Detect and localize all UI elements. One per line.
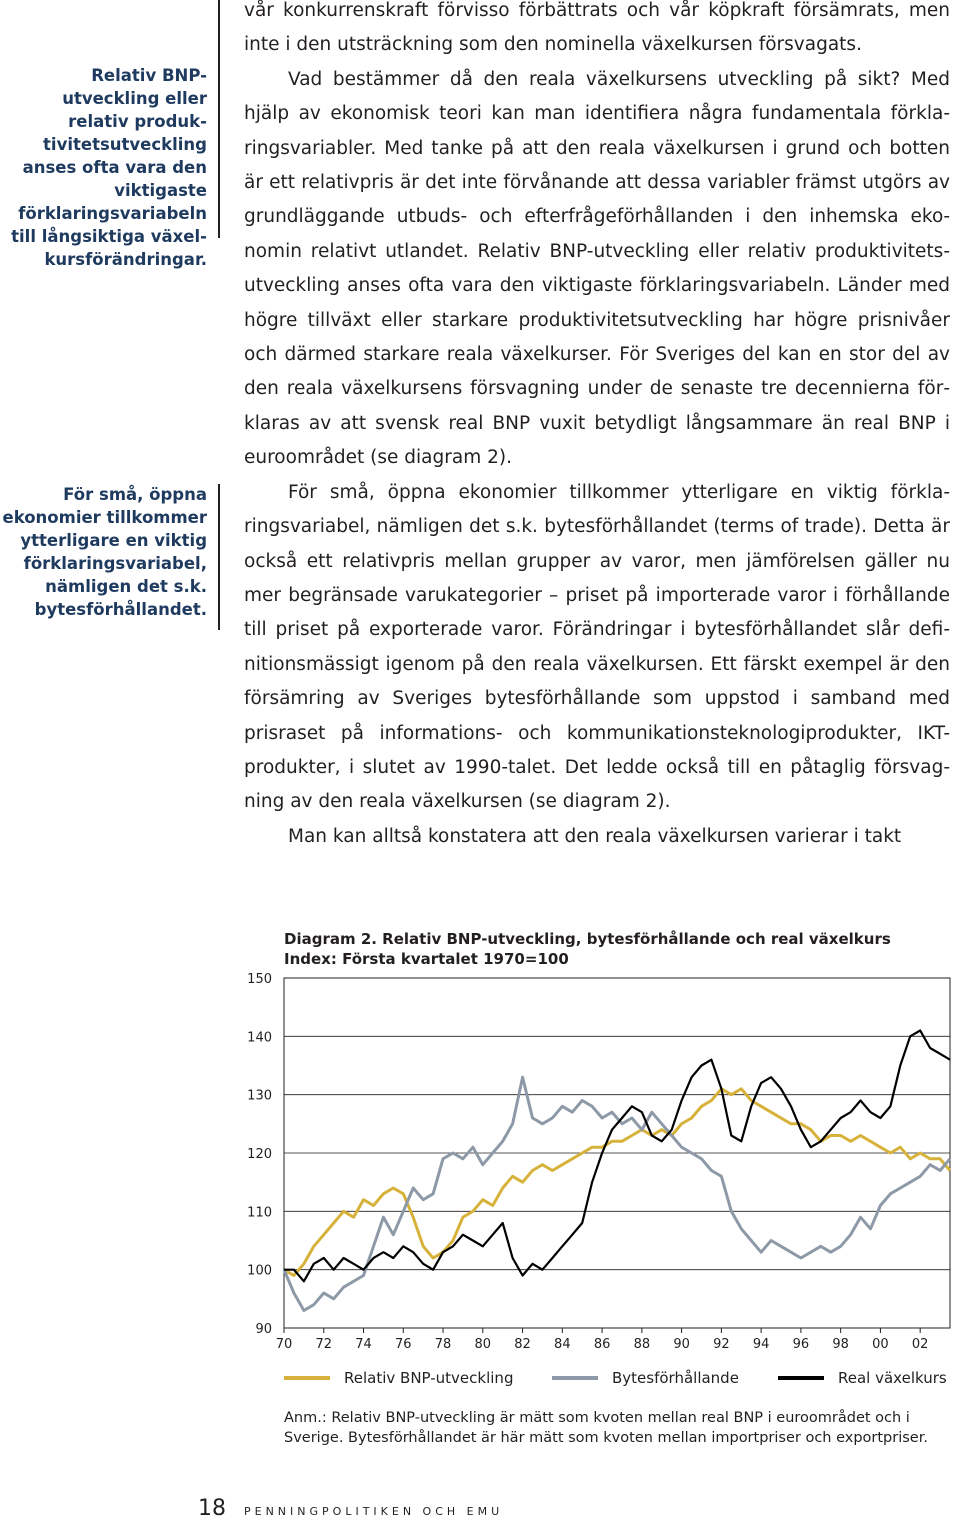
sidebar-note-terms-of-trade: För små, öppna ekonomier tillkommer ytterligare en viktig förklaringsvariabel, nämligen det s.k. bytesförhållandet. xyxy=(2,485,207,619)
x-tick-label: 84 xyxy=(554,1337,571,1352)
running-title: PENNINGPOLITIKEN OCH EMU xyxy=(244,1505,504,1518)
legend-label-gdp: Relativ BNP-utveckling xyxy=(344,1369,514,1387)
legend-item-gdp xyxy=(284,1369,513,1387)
paragraph-1: vår konkurrenskraft förvisso förbättrats och vår köpkraft försämrats, men inte i den utsträckning som den nominella växelkursen försvagats. xyxy=(244,0,950,56)
y-tick-label: 130 xyxy=(247,1088,272,1104)
x-tick-label: 74 xyxy=(355,1337,372,1352)
legend-item-real-exchange-rate xyxy=(778,1369,947,1387)
x-tick-label: 02 xyxy=(911,1337,929,1352)
x-tick-label: 92 xyxy=(713,1337,730,1352)
x-tick-label: 86 xyxy=(593,1337,611,1352)
paragraph-4: Man kan alltså konstatera att den reala växelkursen varierar i takt xyxy=(288,825,902,847)
x-tick-label: 88 xyxy=(633,1337,651,1352)
line-chart xyxy=(240,960,960,1360)
x-tick-label: 82 xyxy=(514,1337,531,1352)
x-tick-label: 70 xyxy=(275,1337,293,1352)
y-tick-label: 110 xyxy=(247,1205,272,1221)
legend-item-terms-of-trade xyxy=(552,1369,739,1387)
chart-note-text: : Relativ BNP-utveckling är mätt som kvoten mellan real BNP i euroområdet och i Sverige. Bytesförhållandet är här mätt som kvoten mellan importpriser och exportpriser. xyxy=(284,1410,928,1446)
chart-title-line1: Diagram 2. Relativ BNP-utveckling, bytesförhållande och real växelkurs xyxy=(284,930,891,948)
x-tick-label: 78 xyxy=(434,1337,452,1352)
x-tick-label: 96 xyxy=(792,1337,810,1352)
chart-note xyxy=(284,1408,944,1448)
chart-note-prefix: Anm. xyxy=(284,1410,322,1426)
y-tick-label: 120 xyxy=(247,1147,272,1162)
legend-swatch-terms-of-trade xyxy=(552,1376,598,1380)
page-number: 18 xyxy=(198,1496,226,1521)
main-text xyxy=(244,0,950,854)
legend-swatch-real-exchange-rate xyxy=(778,1376,824,1380)
sidebar-note-gdp: Relativ BNP-utveckling eller relativ produktivitetsutveckling anses ofta vara den viktigaste förklaringsvariabeln till långsiktiga växelkursförändringar. xyxy=(11,66,207,269)
paragraph-3: För små, öppna ekonomier tillkommer ytterligare en viktig förklaringsvariabel, nämligen det s.k. bytesförhållandet (terms of trade). Detta är också ett relativpris mellan grupper av varor, men jämförelsen gäller nu mer begränsade varukategorier – priset på importerade varor i förhållande till priset på exporterade varor. Förändringar i bytesförhållandet slår definitionsmässigt igenom på den reala växelkursen. Ett färskt exempel är den försämring av Sveriges bytesförhållande som uppstod i samband med prisraset på informations- och kommunikationsteknologiprodukter, IKT-produkter, i slutet av 1990-talet. Det ledde också till en påtaglig försvagning av den reala växelkursen (se diagram 2). xyxy=(244,481,950,813)
sidebar-rule-2 xyxy=(218,484,220,630)
y-tick-label: 100 xyxy=(247,1263,272,1279)
legend-label-terms-of-trade: Bytesförhållande xyxy=(612,1369,739,1387)
x-tick-label: 80 xyxy=(474,1337,492,1352)
x-tick-label: 00 xyxy=(872,1337,889,1352)
y-tick-label: 90 xyxy=(255,1322,272,1337)
y-tick-label: 140 xyxy=(247,1030,272,1046)
chart-title-line2: Index: Första kvartalet 1970=100 xyxy=(284,950,569,968)
sidebar-rule-1 xyxy=(218,0,220,238)
series-line-real-exchange-rate xyxy=(284,1031,950,1282)
chart-legend xyxy=(284,1369,954,1395)
x-tick-label: 76 xyxy=(395,1337,412,1352)
y-tick-label: 150 xyxy=(247,972,272,987)
paragraph-2: Vad bestämmer då den reala växelkursens utveckling på sikt? Med hjälp av ekonomisk teori kan man identifiera några fundamentala förklaringsvariabler. Med tanke på att den reala växelkursen i grund och botten är ett relativpris är det inte förvånande att dessa variabler främst utgörs av grundläggande utbuds- och efterfrågeförhållanden i den inhemska ekonomin relativt utlandet. Relativ BNP-utveckling eller relativ produktivitetsutveckling anses ofta vara den viktigaste förklaringsvariabeln. Länder med högre tillväxt eller starkare produktivitetsutveckling har högre prisnivåer och därmed starkare reala växelkurser. För Sveriges del kan en stor del av den reala växelkursens försvagning under de senaste tre decennierna förklaras av att svensk real BNP vuxit betydligt långsammare än real BNP i euroområdet (se diagram 2). xyxy=(244,68,950,469)
legend-swatch-gdp xyxy=(284,1376,330,1380)
x-tick-label: 72 xyxy=(315,1337,333,1352)
page-footer xyxy=(198,1496,503,1521)
legend-label-real-exchange-rate: Real växelkurs xyxy=(838,1369,947,1387)
x-tick-label: 94 xyxy=(752,1337,770,1352)
x-tick-label: 90 xyxy=(673,1337,690,1352)
x-tick-label: 98 xyxy=(832,1337,849,1352)
